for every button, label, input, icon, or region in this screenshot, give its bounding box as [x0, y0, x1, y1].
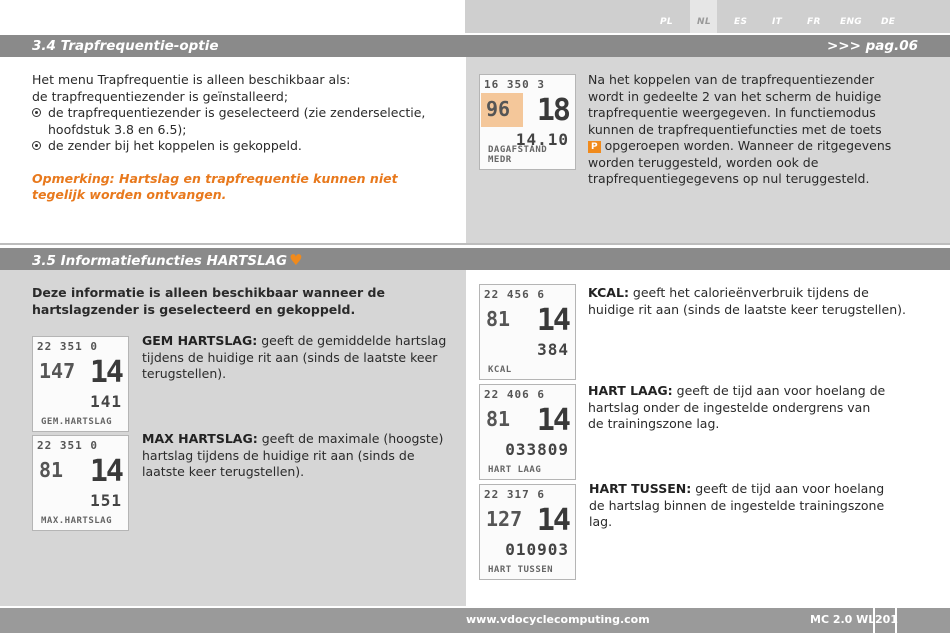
section-header-hartslag — [0, 248, 950, 270]
lang-fr[interactable]: FR — [807, 17, 821, 27]
lang-es[interactable]: ES — [734, 17, 748, 27]
desc-hart-tussen: HART TUSSEN: geeft de tijd aan voor hoelang de hartslag binnen de ingestelde trainingszone lag. — [589, 481, 885, 529]
lang-nl[interactable]: NL — [697, 17, 711, 27]
bullet-item-2: de zender bij het koppelen is gekoppeld. — [32, 138, 452, 155]
section-divider — [0, 243, 950, 245]
footer-strip — [0, 633, 950, 644]
language-bar — [0, 0, 950, 33]
page-footer — [0, 608, 950, 633]
bullet-item-1: de trapfrequentiezender is geselecteerd (zie zenderselectie, hoofdstuk 3.8 en 6.5); — [32, 105, 452, 138]
page-reference-link[interactable]: >>> pag.06 — [827, 38, 918, 54]
heart-icon: ♥ — [289, 251, 303, 269]
lang-eng[interactable]: ENG — [840, 17, 862, 27]
section-title: 3.4 Trapfrequentie-optie — [32, 38, 219, 54]
section1-left-text — [32, 72, 452, 204]
desc-max-hartslag: MAX HARTSLAG: geeft de maximale (hoogste) hartslag tijdens de huidige rit aan (sinds de laatste keer terugstellen). — [142, 431, 444, 479]
intro-line-1: Het menu Trapfrequentie is alleen beschikbaar als: — [32, 72, 351, 87]
model-label: MC 2.0 WL — [810, 613, 876, 626]
lcd-max-hartslag: 22 351 0 81 14 151 MAX.HARTSLAG — [32, 435, 129, 531]
lang-de[interactable]: DE — [881, 17, 896, 27]
desc-gem-hartslag: GEM HARTSLAG: geeft de gemiddelde hartslag tijdens de huidige rit aan (sinds de laatste keer terugstellen). — [142, 333, 447, 381]
section-title: 3.5 Informatiefuncties HARTSLAG ♥ — [32, 251, 303, 269]
bullet-icon — [32, 108, 41, 117]
p-key-icon: P — [588, 141, 601, 153]
bullet-icon — [32, 141, 41, 150]
desc-hart-laag: HART LAAG: geeft de tijd aan voor hoelang de hartslag onder de ingestelde ondergrens van de trainingszone lag. — [588, 383, 886, 431]
desc-kcal: KCAL: geeft het calorieënverbruik tijdens de huidige rit aan (sinds de laatste keer terugstellen). — [588, 285, 906, 317]
lcd-hart-laag: 22 406 6 81 14 033809 HART LAAG — [479, 384, 576, 480]
section1-right-text: Na het koppelen van de trapfrequentiezender wordt in gedeelte 2 van het scherm de huidige trapfrequentie weergegeven. In functiemodus kunnen de trapfrequentiefuncties met de toets P opgeroepen worden. Wanneer de ritgegevens worden teruggesteld, worden ook de trapfrequentiegegevens op nul teruggesteld. — [588, 72, 892, 186]
note-text: Opmerking: Hartslag en trapfrequentie kunnen niet tegelijk worden ontvangen. — [32, 170, 398, 202]
lang-pl[interactable]: PL — [660, 17, 673, 27]
lang-it[interactable]: IT — [772, 17, 783, 27]
section2-heading: Deze informatie is alleen beschikbaar wanneer de hartslagzender is geselecteerd en gekoppeld. — [32, 285, 385, 317]
section-header-trapfrequentie — [0, 35, 950, 57]
page-number: 201 — [873, 608, 897, 633]
lcd-gem-hartslag: 22 351 0 147 14 141 GEM.HARTSLAG — [32, 336, 129, 432]
lcd-hart-tussen: 22 317 6 127 14 010903 HART TUSSEN — [479, 484, 576, 580]
lcd-cadence-display: 16 350 3 96 18 14.10 DAGAFSTAND MEDR — [479, 74, 576, 170]
website-link[interactable]: www.vdocyclecomputing.com — [466, 613, 650, 626]
lcd-kcal: 22 456 6 81 14 384 KCAL — [479, 284, 576, 380]
intro-line-2: de trapfrequentiezender is geïnstalleerd; — [32, 88, 289, 104]
